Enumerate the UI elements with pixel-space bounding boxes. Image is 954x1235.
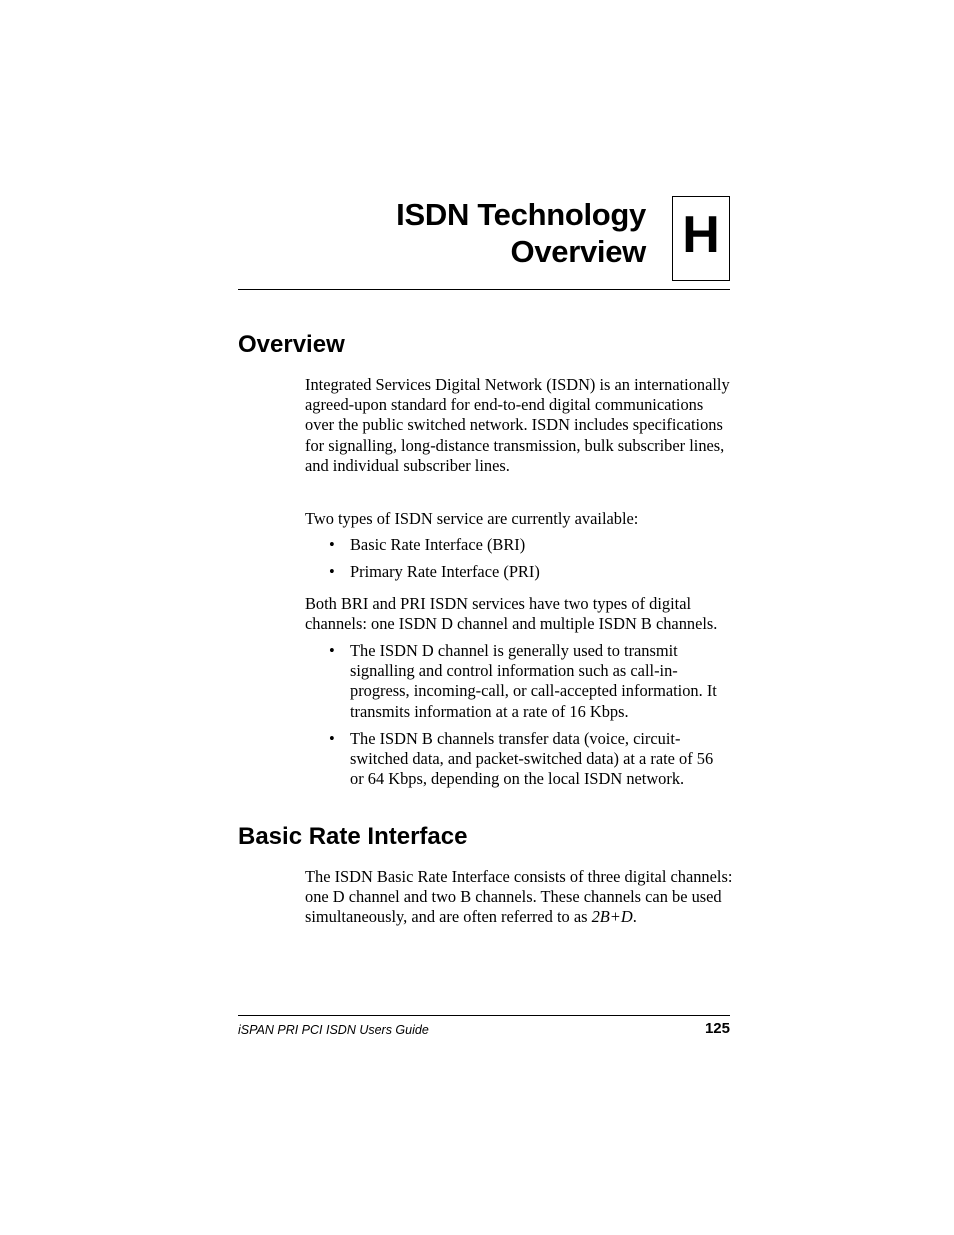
chapter-title-line-1: ISDN Technology xyxy=(396,197,646,232)
list-item xyxy=(329,535,729,555)
bri-paragraph-text: The ISDN Basic Rate Interface consists of three digital channels: one D channel and two B channels. These channels can be used simultaneously, and are often referred to as xyxy=(305,867,733,927)
title-divider xyxy=(238,289,730,290)
overview-paragraph-2: Two types of ISDN service are currently available: xyxy=(305,509,639,528)
footer-title: iSPAN PRI PCI ISDN Users Guide xyxy=(238,1023,429,1037)
bullet-icon: • xyxy=(329,562,335,581)
list-item-text: Basic Rate Interface (BRI) xyxy=(350,535,526,554)
chapter-letter-box: H xyxy=(672,196,730,281)
list-item xyxy=(329,562,729,582)
list-item xyxy=(329,729,727,790)
chapter-title-line-2: Overview xyxy=(510,234,646,269)
list-item-text: The ISDN D channel is generally used to transmit signalling and control information such as call-in-progress, incoming-call, or call-accepted information. It transmits information at a rate of 16 Kbps. xyxy=(350,641,717,721)
bri-paragraph xyxy=(305,867,733,928)
bullet-icon: • xyxy=(329,641,335,660)
list-item-text: The ISDN B channels transfer data (voice, circuit-switched data, and packet-switched data) at a rate of 56 or 64 Kbps, depending on the local ISDN network. xyxy=(350,729,714,789)
section-heading-overview: Overview xyxy=(238,331,345,358)
list-item xyxy=(329,641,727,722)
overview-paragraph-1: Integrated Services Digital Network (ISDN) is an internationally agreed-upon standard for end-to-end digital communications over the public switched network. ISDN includes specifications for signalling, long-distance transmission, bulk subscriber lines, and individual subscriber lines. xyxy=(305,375,730,475)
page-number: 125 xyxy=(704,1020,730,1037)
bullet-icon: • xyxy=(329,729,335,748)
bri-paragraph-end: . xyxy=(632,907,637,927)
bri-emphasis: 2B+D xyxy=(591,907,633,927)
overview-paragraph-3: Both BRI and PRI ISDN services have two types of digital channels: one ISDN D channel and multiple ISDN B channels. xyxy=(305,594,718,634)
bullet-icon: • xyxy=(329,535,335,554)
list-item-text: Primary Rate Interface (PRI) xyxy=(350,562,540,581)
chapter-title xyxy=(300,196,646,270)
footer-divider xyxy=(238,1015,730,1016)
section-heading-basic-rate-interface: Basic Rate Interface xyxy=(238,823,468,850)
